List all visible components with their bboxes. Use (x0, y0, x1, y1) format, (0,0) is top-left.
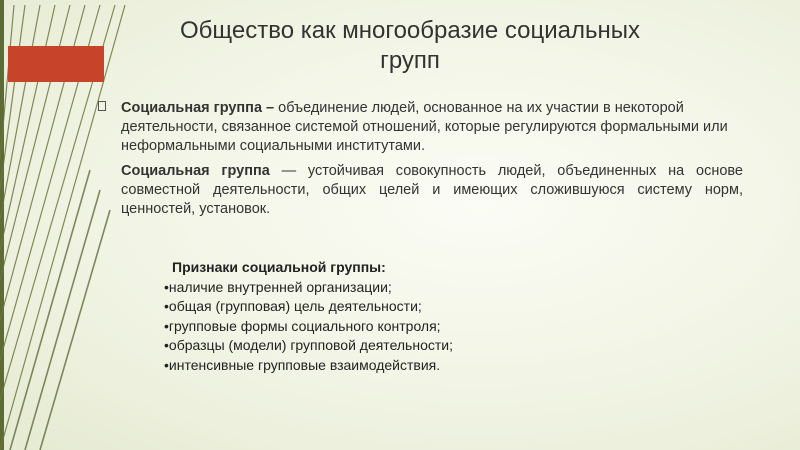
list-item: • образцы (модели) групповой деятельности; (164, 336, 604, 356)
definition-1-text: объединение людей, основанное на их участии в некоторой деятельности, связанное системой отношений, которые регулируются формальными или неформальными социальными институтами. (121, 100, 728, 154)
slide-title (110, 16, 710, 76)
title-line-1: Общество как многообразие социальных (179, 17, 641, 44)
definition-2-term: Социальная группа (121, 163, 270, 179)
list-item: • групповые формы социального контроля; (164, 317, 604, 337)
definition-2-text: — устойчивая совокупность людей, объединенных на основе совместной деятельности, общих целей и имеющих сложившуюся систему норм, ценностей, установок. (121, 163, 743, 217)
signs-heading: Признаки социальной группы: (172, 259, 386, 275)
definition-2 (121, 162, 743, 219)
list-item: • интенсивные групповые взаимодействия. (164, 356, 604, 376)
signs-list (164, 258, 604, 375)
title-line-2: групп (380, 47, 440, 74)
definition-1-term: Социальная группа – (121, 100, 275, 116)
list-item: • общая (групповая) цель деятельности; (164, 297, 604, 317)
list-item: • наличие внутренней организации; (164, 278, 604, 298)
square-bullet-icon (98, 101, 106, 111)
definition-1 (121, 99, 751, 156)
accent-bar (8, 46, 104, 82)
